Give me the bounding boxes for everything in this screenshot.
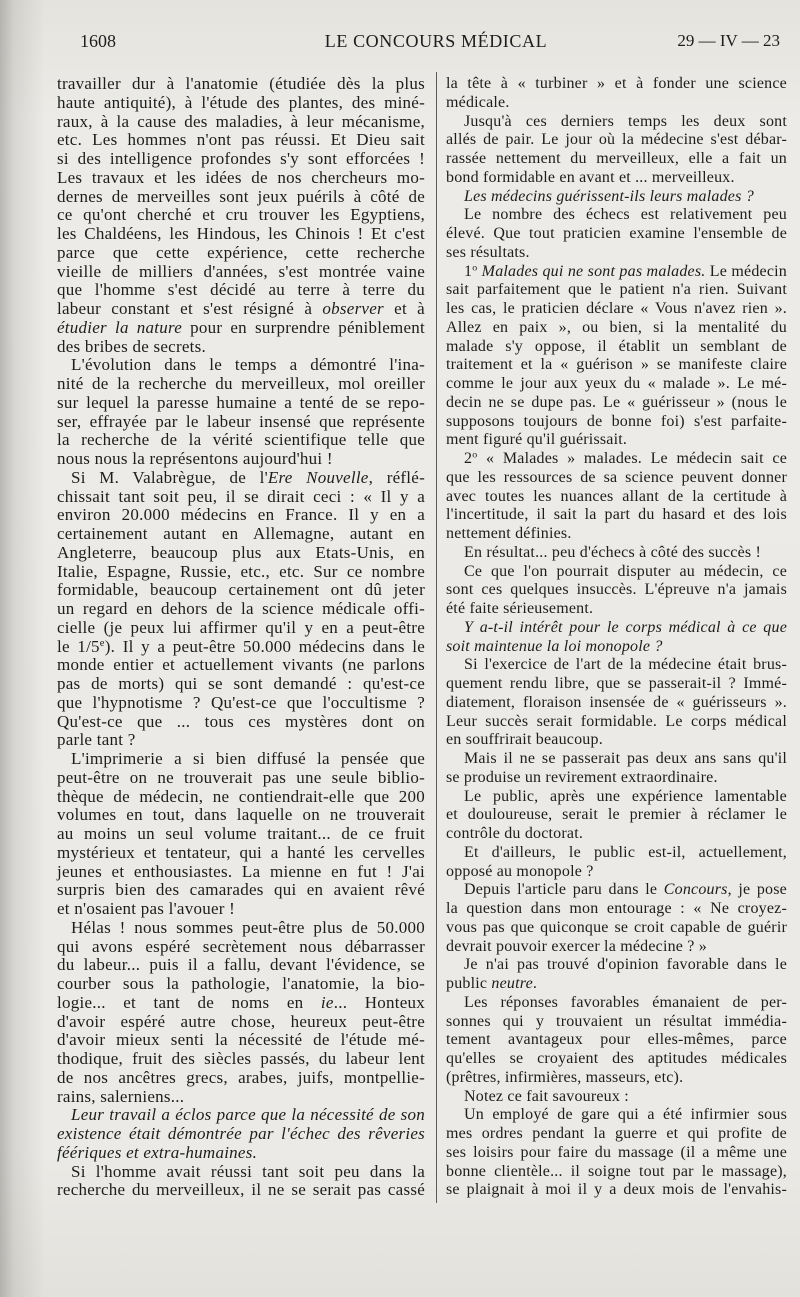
left-column bbox=[57, 75, 425, 1200]
line-segment: pour en surprendre péniblement bbox=[182, 317, 425, 337]
text-line: Si l'exercice de l'art de la médecine était brus- bbox=[464, 656, 787, 674]
text-line: que l'homme s'est décidé au terre à terre du bbox=[57, 280, 425, 300]
line-segment: logie... et tant de noms en bbox=[57, 992, 321, 1012]
line-segment: le 1/5 bbox=[57, 636, 100, 656]
text-line: qui avons espéré secrètement nous débarrasser bbox=[57, 936, 425, 956]
right-column bbox=[446, 75, 787, 1200]
text-line: Je n'ai pas trouvé d'opinion favorable dans le bbox=[464, 956, 787, 974]
text-line: Y a-t-il intérêt pour le corps médical à ce que bbox=[464, 618, 787, 636]
text-line: nous nous la représentons aujourd'hui ! bbox=[57, 449, 333, 468]
text-line: et n'osaient pas l'avouer ! bbox=[57, 899, 236, 918]
line-segment: , réflé- bbox=[368, 467, 425, 487]
text-line: Mais il ne se passerait pas deux ans sans qu'il bbox=[464, 750, 787, 767]
text-line bbox=[446, 881, 787, 900]
italic-segment: étudier la nature bbox=[57, 317, 183, 337]
text-line: sait parfaitement que le patient n'a rien. Suivant bbox=[446, 281, 787, 299]
text-line: devrait pouvoir exercer la médecine ? » bbox=[446, 937, 708, 955]
text-line: médicale. bbox=[446, 93, 510, 111]
line-segment: . bbox=[532, 975, 538, 992]
text-line: chissait tant soit peu, il se dirait ceci : « Il y a bbox=[57, 486, 425, 506]
text-line: Leur travail a éclos parce que la nécessité de son bbox=[71, 1105, 425, 1125]
italic-segment: observer bbox=[322, 299, 384, 318]
italic-segment: Malades qui ne sont pas malades. bbox=[477, 262, 706, 280]
text-line: se plaignait à moi il y a deux mois de l'envahis- bbox=[446, 1181, 787, 1199]
text-line: Jusqu'à ces derniers temps les deux sont bbox=[464, 112, 787, 130]
text-line: rains, salerniens... bbox=[57, 1086, 185, 1106]
text-line: raux, à la cause des maladies, à leur mécanisme, bbox=[57, 111, 425, 131]
page-number: 1608 bbox=[80, 31, 116, 51]
text-line: Les médecins guérissent-ils leurs malades ? bbox=[464, 187, 754, 205]
text-line: Leur succès serait formidable. Le corps médical bbox=[446, 712, 787, 730]
text-line: au moins un seul volume traitant... de ce fruit bbox=[57, 824, 425, 843]
line-segment: et à bbox=[383, 299, 425, 318]
italic-segment: Ere Nouvelle bbox=[267, 467, 369, 487]
text-line: monde entier et actuellement vivants (ne parlons bbox=[57, 655, 425, 675]
text-line: mystérieux et tentateur, qui a hanté les cervelles bbox=[57, 842, 425, 862]
text-line: malade s'y oppose, il établit un semblant de bbox=[446, 337, 787, 355]
text-line: Un employé de gare qui a été infirmier sous bbox=[464, 1106, 787, 1124]
text-line: ses résultats. bbox=[446, 243, 530, 261]
text-line: vieille de milliers d'années, s'est montrée vaine bbox=[57, 261, 425, 281]
line-segment: , je pose bbox=[727, 881, 787, 899]
text-line: Qu'est-ce que ... tous ces mystères dont on bbox=[57, 711, 425, 731]
text-line: soit maintenue la loi monopole ? bbox=[446, 637, 663, 655]
text-line: et douloureuse, serait le premier à réclamer le bbox=[446, 806, 787, 824]
text-line: opposé au monopole ? bbox=[446, 862, 594, 880]
line-segment: « Malades » malades. Le médecin sait ce bbox=[477, 450, 787, 467]
text-line: tement avantageux pour elles-mêmes, parce bbox=[446, 1031, 787, 1049]
text-line: sur lequel la paresse humaine a tenté de se repo- bbox=[57, 392, 425, 412]
text-line: Angleterre, beaucoup plus aux Etats-Unis, en bbox=[57, 542, 425, 562]
text-line: Italie, Espagne, Russie, etc., etc. Sur ce nombre bbox=[57, 561, 425, 581]
text-line: vous pas que quiconque se croit capable de guérir bbox=[446, 918, 787, 936]
italic-segment: neutre bbox=[491, 975, 533, 992]
line-segment: Depuis l'article paru dans le bbox=[464, 881, 664, 899]
text-line: d'avoir espéré autre chose, heureux peut-être bbox=[57, 1011, 425, 1031]
text-line: les cas, le praticien déclare « Vous n'avez rien ». bbox=[446, 300, 787, 317]
line-segment: labeur constant et s'est résigné à bbox=[57, 299, 323, 318]
text-line: les Chaldéens, les Hindous, les Chinois ! Et c'est bbox=[57, 224, 425, 243]
text-line: (prêtres, infirmières, masseurs, etc). bbox=[446, 1068, 684, 1086]
line-segment: Si M. Valabrègue, de l' bbox=[71, 467, 268, 487]
text-line: de nos ancêtres grecs, arabes, juifs, montpellie- bbox=[57, 1067, 425, 1087]
line-segment: Le médecin bbox=[705, 262, 787, 280]
text-line: En résultat... peu d'échecs à côté des succès ! bbox=[464, 543, 762, 561]
text-line: Si l'homme avait réussi tant soit peu dans la bbox=[71, 1161, 425, 1181]
text-line: sonnes qui y trouvaient un résultat immédia- bbox=[446, 1012, 787, 1030]
text-line bbox=[57, 638, 425, 657]
text-line: Les réponses favorables émanaient de per- bbox=[464, 993, 787, 1011]
text-line: etc. Les hommes n'ont pas réussi. Et Dieu sait bbox=[57, 130, 425, 150]
text-line: que les ressources de sa science peuvent donner bbox=[446, 468, 787, 486]
text-line bbox=[57, 300, 425, 319]
text-line: parle tant ? bbox=[57, 730, 136, 750]
text-line: Notez ce fait savoureux : bbox=[464, 1087, 629, 1105]
text-line: ce qu'ont cherché et cru trouver les Egyptiens, bbox=[57, 205, 425, 225]
text-line: l'incertitude, il sait la part du hasard et des lois bbox=[446, 506, 787, 524]
text-line: la tête à « turbiner » et à fonder une science bbox=[446, 75, 787, 92]
text-line: parce que cette expérience, cette recherche bbox=[57, 242, 425, 262]
text-line: si des intelligence profondes s'y sont efforcées ! bbox=[57, 149, 425, 168]
text-line: cielle (je peux lui affirmer qu'il y en a peut-être bbox=[57, 617, 425, 637]
text-line: Les travaux et les idées de nos chercheurs mo- bbox=[57, 167, 425, 187]
text-line: qu'elles se croyaient des aptitudes médicales bbox=[446, 1050, 787, 1067]
text-line: comme le jour aux yeux du « malade ». Le mé- bbox=[446, 375, 787, 392]
text-line bbox=[446, 450, 787, 469]
line-segment: ... Honteux bbox=[333, 992, 425, 1012]
text-line: thodique, fruit des siècles passés, du labeur lent bbox=[57, 1049, 425, 1068]
text-line: supposons toujours de bonne foi) s'est parfaite- bbox=[446, 412, 787, 430]
issue-date: 29 — IV — 23 bbox=[677, 31, 780, 50]
text-line: bonne clientèle... il soigne tout par le massage), bbox=[446, 1162, 787, 1180]
line-segment: 1 bbox=[464, 262, 473, 280]
line-segment: ). Il y a peut-être 50.000 médecins dans le bbox=[104, 636, 425, 656]
text-line: Le nombre des échecs est relativement peu bbox=[464, 206, 787, 224]
italic-segment: Concours bbox=[663, 881, 728, 899]
text-line: la recherche de la vérité scientifique telle que bbox=[57, 430, 425, 450]
text-line: surpris bien des camarades qui en avaient rêvé bbox=[57, 880, 425, 900]
text-line: avec toutes les nuances allant de la certitude à bbox=[446, 487, 787, 505]
text-line bbox=[57, 319, 425, 338]
text-line: mes ordres pendant la guerre et qui profite de bbox=[446, 1125, 787, 1142]
text-line bbox=[57, 994, 425, 1013]
text-line: thèque de médecin, ne contiendrait-elle que 200 bbox=[57, 786, 425, 806]
text-line: un regard en dehors de la science médicale offi- bbox=[57, 599, 425, 618]
text-line: volumes en tout, dans laquelle on ne trouverait bbox=[57, 805, 425, 825]
text-line: recherche du merveilleux, il ne se serait pas cassé bbox=[57, 1180, 425, 1200]
text-line: sont ces quelques insuccès. L'épreuve n'a jamais bbox=[446, 581, 787, 599]
text-line: rassée nettement du merveilleux, elle a fait un bbox=[446, 150, 787, 167]
text-line: travailler dur à l'anatomie (étudiée dès la plus bbox=[57, 74, 425, 93]
text-line: courber sous la pathologie, l'anatomie, la bio- bbox=[57, 974, 425, 993]
text-line: féériques et extra-humaines. bbox=[57, 1142, 258, 1162]
text-line: des bribes de secrets. bbox=[57, 336, 207, 356]
text-line: Allez en paix », ou bien, si la mentalité du bbox=[446, 318, 787, 336]
running-header bbox=[0, 29, 800, 53]
text-line: Et d'ailleurs, le public est-il, actuellement, bbox=[464, 843, 787, 861]
text-line: que l'hypnotisme ? Qu'est-ce que l'occultisme ? bbox=[57, 692, 425, 712]
text-line: nité de la recherche du merveilleux, mol oreiller bbox=[57, 374, 425, 393]
text-line: traitement et la « guérison » se manifeste claire bbox=[446, 356, 787, 374]
text-line: pas de morts) qui se sont demandé : qu'est-ce bbox=[57, 674, 425, 693]
text-line: ser, effrayée par le labeur insensé que représente bbox=[57, 411, 425, 431]
italic-segment: ie bbox=[320, 992, 334, 1012]
text-line: Ce que l'on pourrait disputer au médecin, ce bbox=[464, 562, 787, 580]
text-line: bond formidable en avant et ... merveilleux. bbox=[446, 168, 735, 186]
text-line: allés de pair. Le jour où la médecine s'est débar- bbox=[446, 131, 787, 149]
text-line: se produise un revirement extraordinaire. bbox=[446, 768, 718, 786]
text-line: dernes de merveilles sont jeux puérils à côté de bbox=[57, 186, 425, 206]
text-line: en souffrirait beaucoup. bbox=[446, 731, 603, 749]
text-line: haute antiquité), à l'étude des plantes, des miné- bbox=[57, 92, 425, 112]
text-line: jeunes et enthousiastes. La mienne en fut ! J'ai bbox=[57, 861, 425, 881]
text-line: diatement, floraison insensée de « guérisseurs ». bbox=[446, 693, 787, 711]
text-line: ses loisirs pour faire du massage (il a même une bbox=[446, 1143, 787, 1161]
text-line: environ 20.000 médecins en France. Il y en a bbox=[57, 505, 425, 525]
column-divider bbox=[436, 72, 437, 1203]
superscript-segment: e bbox=[99, 637, 105, 649]
text-line bbox=[446, 263, 787, 282]
text-line: quement rendu libre, que se passerait-il ? Immé- bbox=[446, 675, 787, 692]
text-line: decin ne se dupe pas. Le « guérisseur » (nous le bbox=[446, 393, 787, 411]
text-line: formidable, beaucoup certainement ont dû jeter bbox=[57, 580, 425, 600]
text-line: Hélas ! nous sommes peut-être plus de 50.000 bbox=[71, 917, 425, 937]
superscript-segment: o bbox=[472, 449, 478, 461]
journal-title: LE CONCOURS MÉDICAL bbox=[324, 31, 548, 51]
text-line: L'imprimerie a si bien diffusé la pensée que bbox=[71, 749, 425, 768]
text-line bbox=[57, 469, 425, 488]
text-line: élevé. Que tout praticien examine l'ensemble de bbox=[446, 225, 787, 242]
text-line: nettement définies. bbox=[446, 525, 572, 542]
text-line: L'évolution dans le temps a démontré l'ina- bbox=[71, 355, 425, 375]
text-line: peut-être on ne trouverait pas une seule biblio- bbox=[57, 767, 425, 787]
text-line: été faite sérieusement. bbox=[446, 600, 594, 617]
text-line: ment figuré qu'il guérissait. bbox=[446, 431, 628, 449]
text-line: contrôle du doctorat. bbox=[446, 825, 584, 842]
text-line: Le public, après une expérience lamentable bbox=[464, 787, 787, 805]
line-segment: public bbox=[446, 975, 492, 992]
text-line: la question dans mon entourage : « Ne croyez- bbox=[446, 900, 787, 917]
line-segment: 2 bbox=[464, 450, 473, 467]
text-line: du labeur... puis il a fallu, devant l'évidence, se bbox=[57, 955, 425, 975]
text-line: existence était démontrée par l'échec des rêveries bbox=[57, 1124, 425, 1143]
superscript-segment: o bbox=[472, 262, 478, 274]
text-line: d'avoir mieux senti la nécessité de l'étude mé- bbox=[57, 1030, 425, 1050]
text-line bbox=[446, 975, 787, 994]
text-line: certainement autant en Allemagne, autant en bbox=[57, 524, 425, 543]
